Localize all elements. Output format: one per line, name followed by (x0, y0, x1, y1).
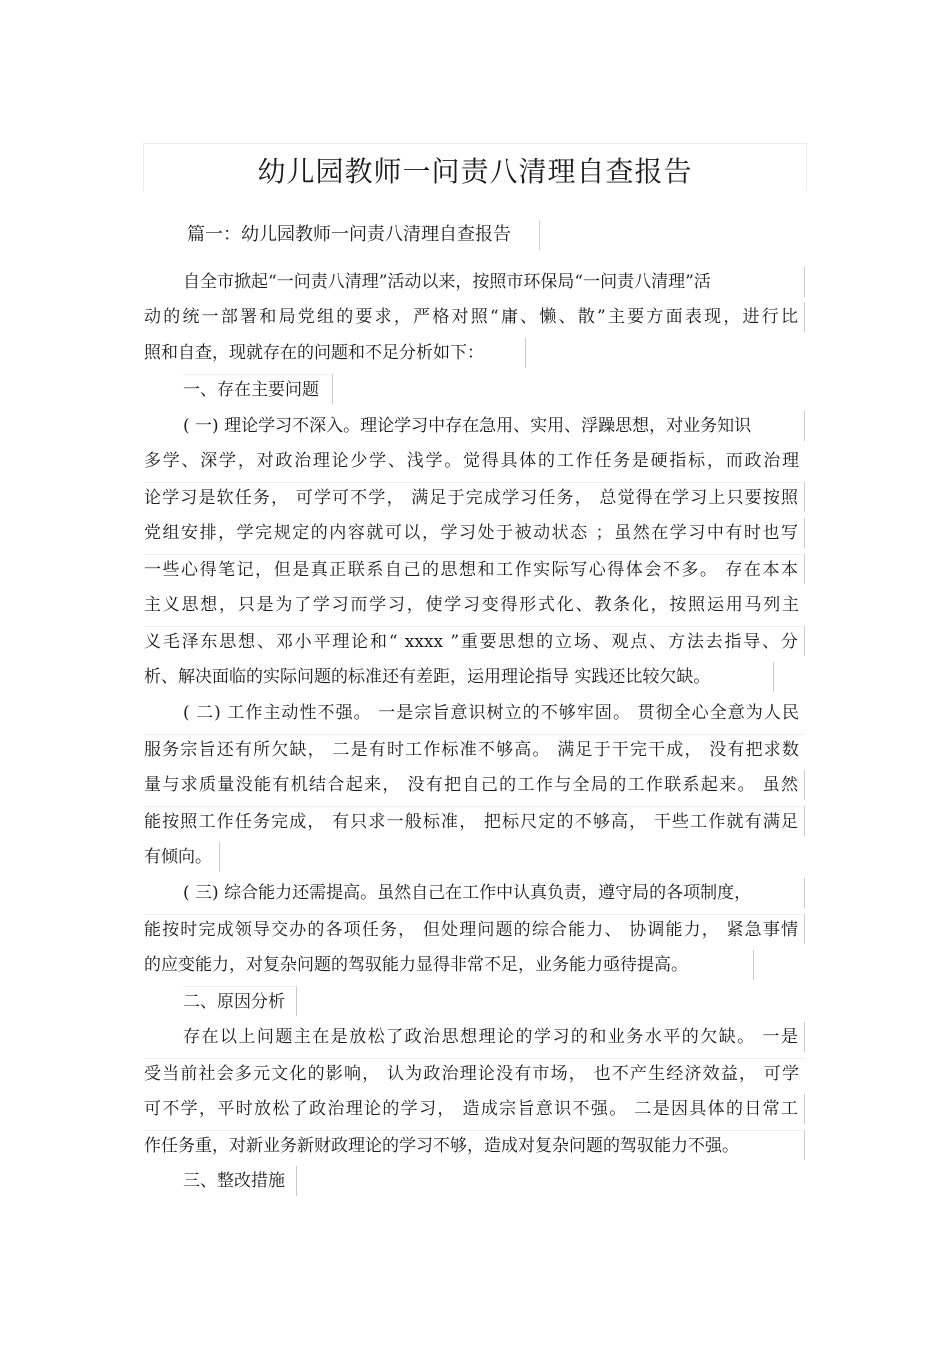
paragraph-line: 存在以上问题主在是放松了政治思想理论的学习的和业务水平的欠缺。 一是 (183, 1022, 805, 1052)
paragraph-line: 的应变能力，对复杂问题的驾驭能力显得非常不足，业务能力亟待提高。 (144, 950, 754, 980)
paragraph-line: 主义思想，只是为了学习而学习，使学习变得形式化、教条化，按照运用马列主 (144, 595, 799, 615)
paragraph-line: 服务宗旨还有所欠缺， 二是有时工作标准不够高。 满足于干完干成， 没有把求数 (144, 734, 805, 764)
paragraph-line: 作任务重，对新业务新财政理论的学习不够，造成对复杂问题的驾驭能力不强。 (144, 1130, 805, 1160)
paragraph-line: 可不学，平时放松了政治理论的学习， 造成宗旨意识不强。 二是因具体的日常工 (144, 1094, 805, 1124)
paragraph-line: 量与求质量没能有机结合起来， 没有把自己的工作与全局的工作联系起来。 虽然 (144, 770, 805, 800)
paragraph-line: 一些心得笔记，但是真正联系自己的思想和工作实际写心得体会不多。 存在本本 (144, 554, 805, 584)
paragraph-line: 受当前社会多元文化的影响， 认为政治理论没有市场， 也不产生经济效益， 可学 (144, 1058, 805, 1088)
paragraph-line: 义毛泽东思想、邓小平理论和“ xxxx ”重要思想的立场、观点、方法去指导、分 (144, 626, 805, 656)
paragraph-line: 党组安排，学完规定的内容就可以，学习处于被动状态 ；虽然在学习中有时也写 (144, 518, 805, 548)
paragraph-line: ( 一) 理论学习不深入。理论学习中存在急用、实用、浮躁思想，对业务知识 (183, 411, 805, 441)
paragraph-line: 多学、深学，对政治理论少学、浅学。觉得具体的工作任务是硬指标，而政治理 (144, 451, 799, 471)
paragraph-line: 能按照工作任务完成， 有只求一般标准， 把标尺定的不够高， 干些工作就有满足 (144, 806, 805, 836)
paragraph-line: ( 二) 工作主动性不强。 一是宗旨意识树立的不够牢固。 贯彻全心全意为人民 (183, 703, 799, 723)
paragraph-line: 照和自查，现就存在的问题和不足分析如下： (144, 338, 526, 368)
section-heading: 一、存在主要问题 (183, 374, 333, 404)
paragraph-line: 有倾向。 (144, 842, 220, 872)
section-heading: 二、原因分析 (183, 986, 297, 1016)
paragraph-line: 论学习是软任务， 可学可不学， 满足于完成学习任务， 总觉得在学习上只要按照 (144, 482, 805, 512)
section-subtitle: 篇一：幼儿园教师一问责八清理自查报告 (187, 220, 540, 250)
paragraph-line: 能按时完成领导交办的各项任务， 但处理问题的综合能力、 协调能力， 紧急事情 (144, 914, 805, 944)
paragraph-line: 析、解决面临的实际问题的标准还有差距，运用理论指导 实践还比较欠缺。 (144, 662, 774, 692)
title-box (143, 143, 807, 191)
paragraph-line: 动的统一部署和局党组的要求，严格对照“庸、懒、散”主要方面表现，进行比 (144, 302, 805, 332)
paragraph-line: 自全市掀起“一问责八清理”活动以来，按照市环保局“一问责八清理”活 (183, 267, 805, 297)
paragraph-line: ( 三) 综合能力还需提高。虽然自己在工作中认真负责，遵守局的各项制度， (183, 878, 805, 908)
document-title: 幼儿园教师一问责八清理自查报告 (257, 155, 693, 188)
section-heading: 三、整改措施 (183, 1166, 297, 1196)
